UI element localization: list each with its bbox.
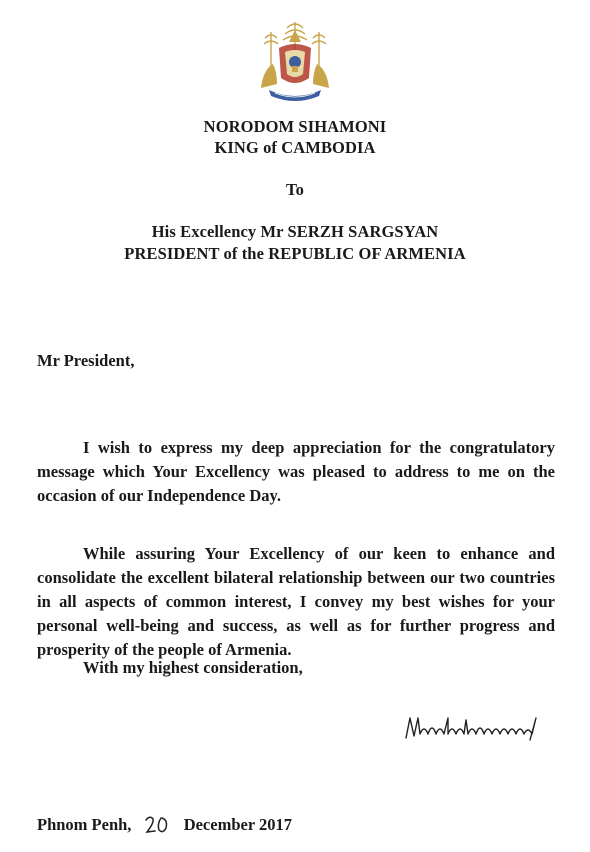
handwritten-signature bbox=[404, 712, 544, 742]
salutation: Mr President, bbox=[37, 351, 135, 370]
sender-title: KING of CAMBODIA bbox=[214, 138, 376, 157]
place: Phnom Penh, bbox=[37, 815, 132, 834]
handwritten-day bbox=[144, 814, 170, 834]
recipient-title: PRESIDENT of the REPUBLIC OF ARMENIA bbox=[124, 244, 466, 263]
recipient-name: His Excellency Mr SERZH SARGSYAN bbox=[151, 222, 439, 241]
body-paragraph-2: While assuring Your Excellency of our keen to enhance and consolidate the excellent bilateral relationship between our two countries in all aspects of common interest, I convey my best wishes for your personal well-being and success, as well as for further progress and prosperity of the people of Armenia. bbox=[37, 544, 555, 659]
to-label: To bbox=[286, 180, 304, 199]
closing-line: With my highest consideration, bbox=[83, 658, 303, 677]
royal-crest-icon bbox=[251, 18, 339, 104]
body-paragraph-1: I wish to express my deep appreciation for the congratulatory message which Your Excellency was pleased to address to me on the occasion of our Independence Day. bbox=[37, 438, 555, 505]
place-and-date bbox=[37, 814, 292, 835]
month-year: December 2017 bbox=[183, 815, 292, 834]
sender-name: NORODOM SIHAMONI bbox=[203, 117, 387, 136]
